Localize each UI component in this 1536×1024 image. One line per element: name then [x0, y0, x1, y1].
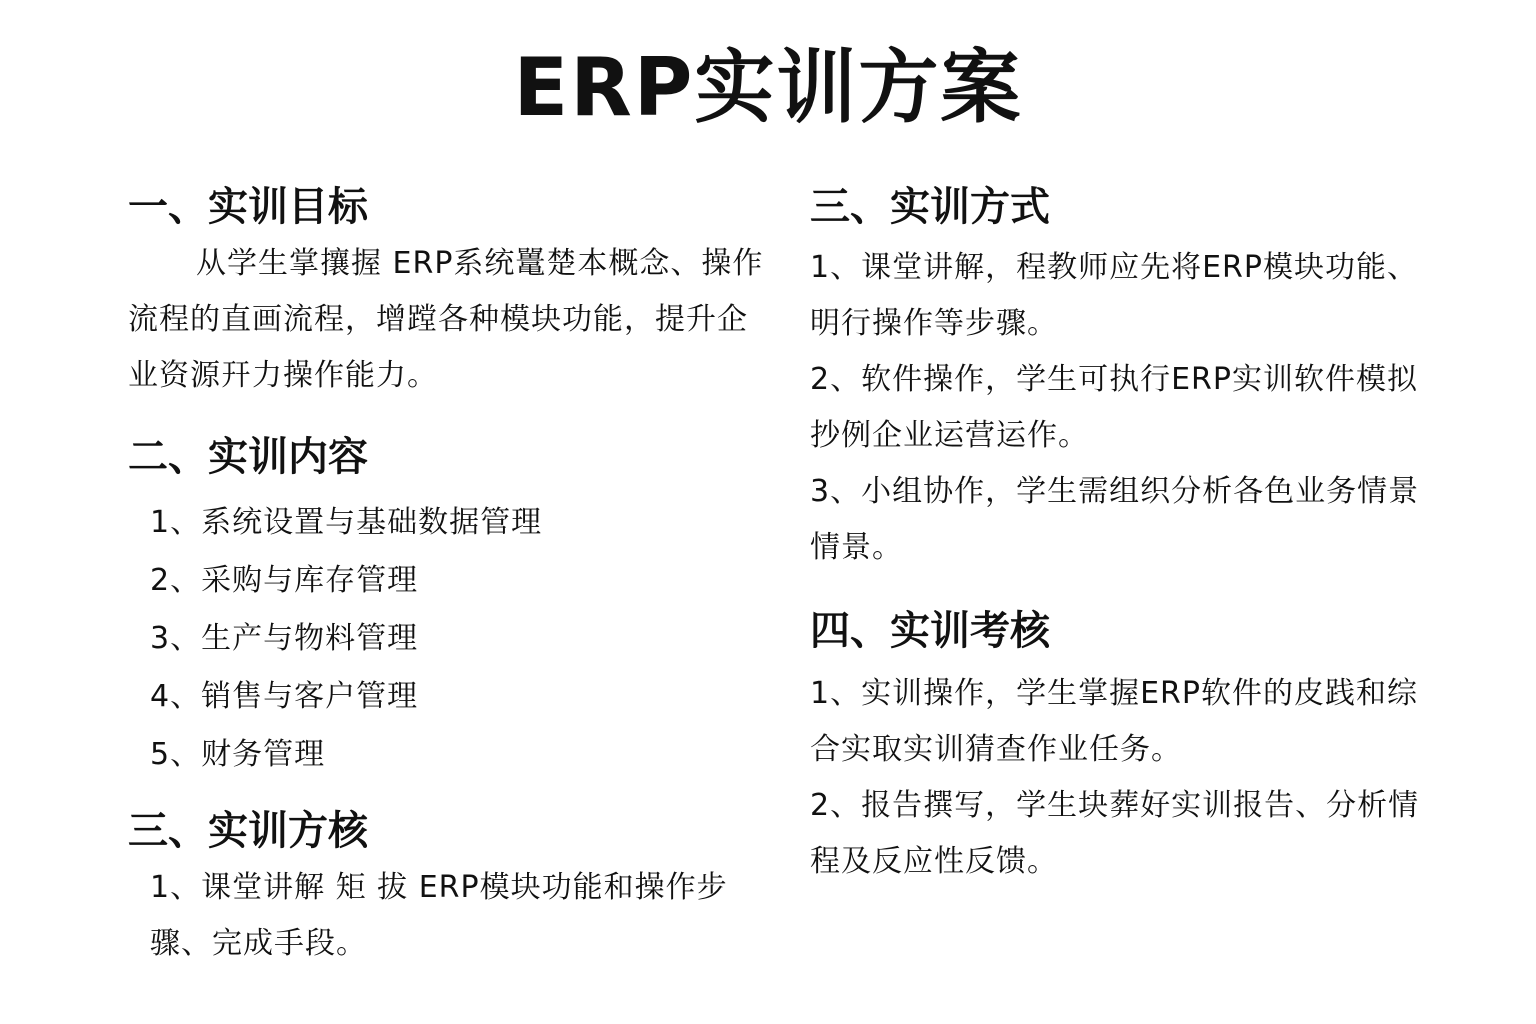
section-heading-method-left: 三、实训方核 — [128, 808, 368, 854]
list-item: 1、系统设置与基础数据管理 — [150, 505, 543, 540]
list-item: 1、实训操作，学生掌握ERP软件的皮践和综合实取实训猜查作业任务。 — [810, 676, 1418, 767]
section-training-method — [810, 178, 1420, 576]
right-column — [810, 178, 1420, 890]
list-item: 3、生产与物料管理 — [150, 621, 419, 656]
method-list — [810, 240, 1420, 576]
section-training-assessment — [810, 602, 1420, 890]
list-item: 2、软件操作，学生可执行ERP实训软件模拟抄例企业运营运作。 — [810, 362, 1418, 453]
section-heading-assessment: 四、实训考核 — [810, 608, 1050, 654]
page-title: ERP实训方案 — [513, 41, 1023, 134]
section-heading-method: 三、实训方式 — [810, 184, 1050, 230]
list-item: 2、报告撰写，学生块葬好实训报告、分析情程及反应性反馈。 — [810, 788, 1420, 879]
assessment-list — [810, 666, 1420, 890]
section-training-content — [128, 428, 778, 784]
list-item: 1、课堂讲解 矩 拔 ERP模块功能和操作步骤、完成手段。 — [150, 870, 728, 961]
content-list — [128, 494, 778, 784]
list-item: 5、财务管理 — [150, 737, 326, 772]
section-heading-content: 二、实训内容 — [128, 434, 368, 480]
section-heading-goal: 一、实训目标 — [128, 184, 368, 230]
section-training-method-left — [128, 802, 778, 972]
list-item: 4、销售与客户管理 — [150, 679, 419, 714]
list-item: 3、小组协作，学生需组织分析各色业务情景情景。 — [810, 474, 1420, 565]
goal-paragraph: 从学生掌攘握 ERP系统鼍楚本概念、操作流程的直画流程，增蹚各种模块功能，提升企业资源幵力操作能力。 — [128, 246, 764, 393]
method-list-left — [128, 860, 778, 972]
list-item: 1、课堂讲解，程教师应先将ERP模块功能、明行操作等步骤。 — [810, 250, 1418, 341]
list-item: 2、采购与库存管理 — [150, 563, 419, 598]
section-training-goal — [128, 178, 778, 404]
left-column — [128, 178, 778, 972]
